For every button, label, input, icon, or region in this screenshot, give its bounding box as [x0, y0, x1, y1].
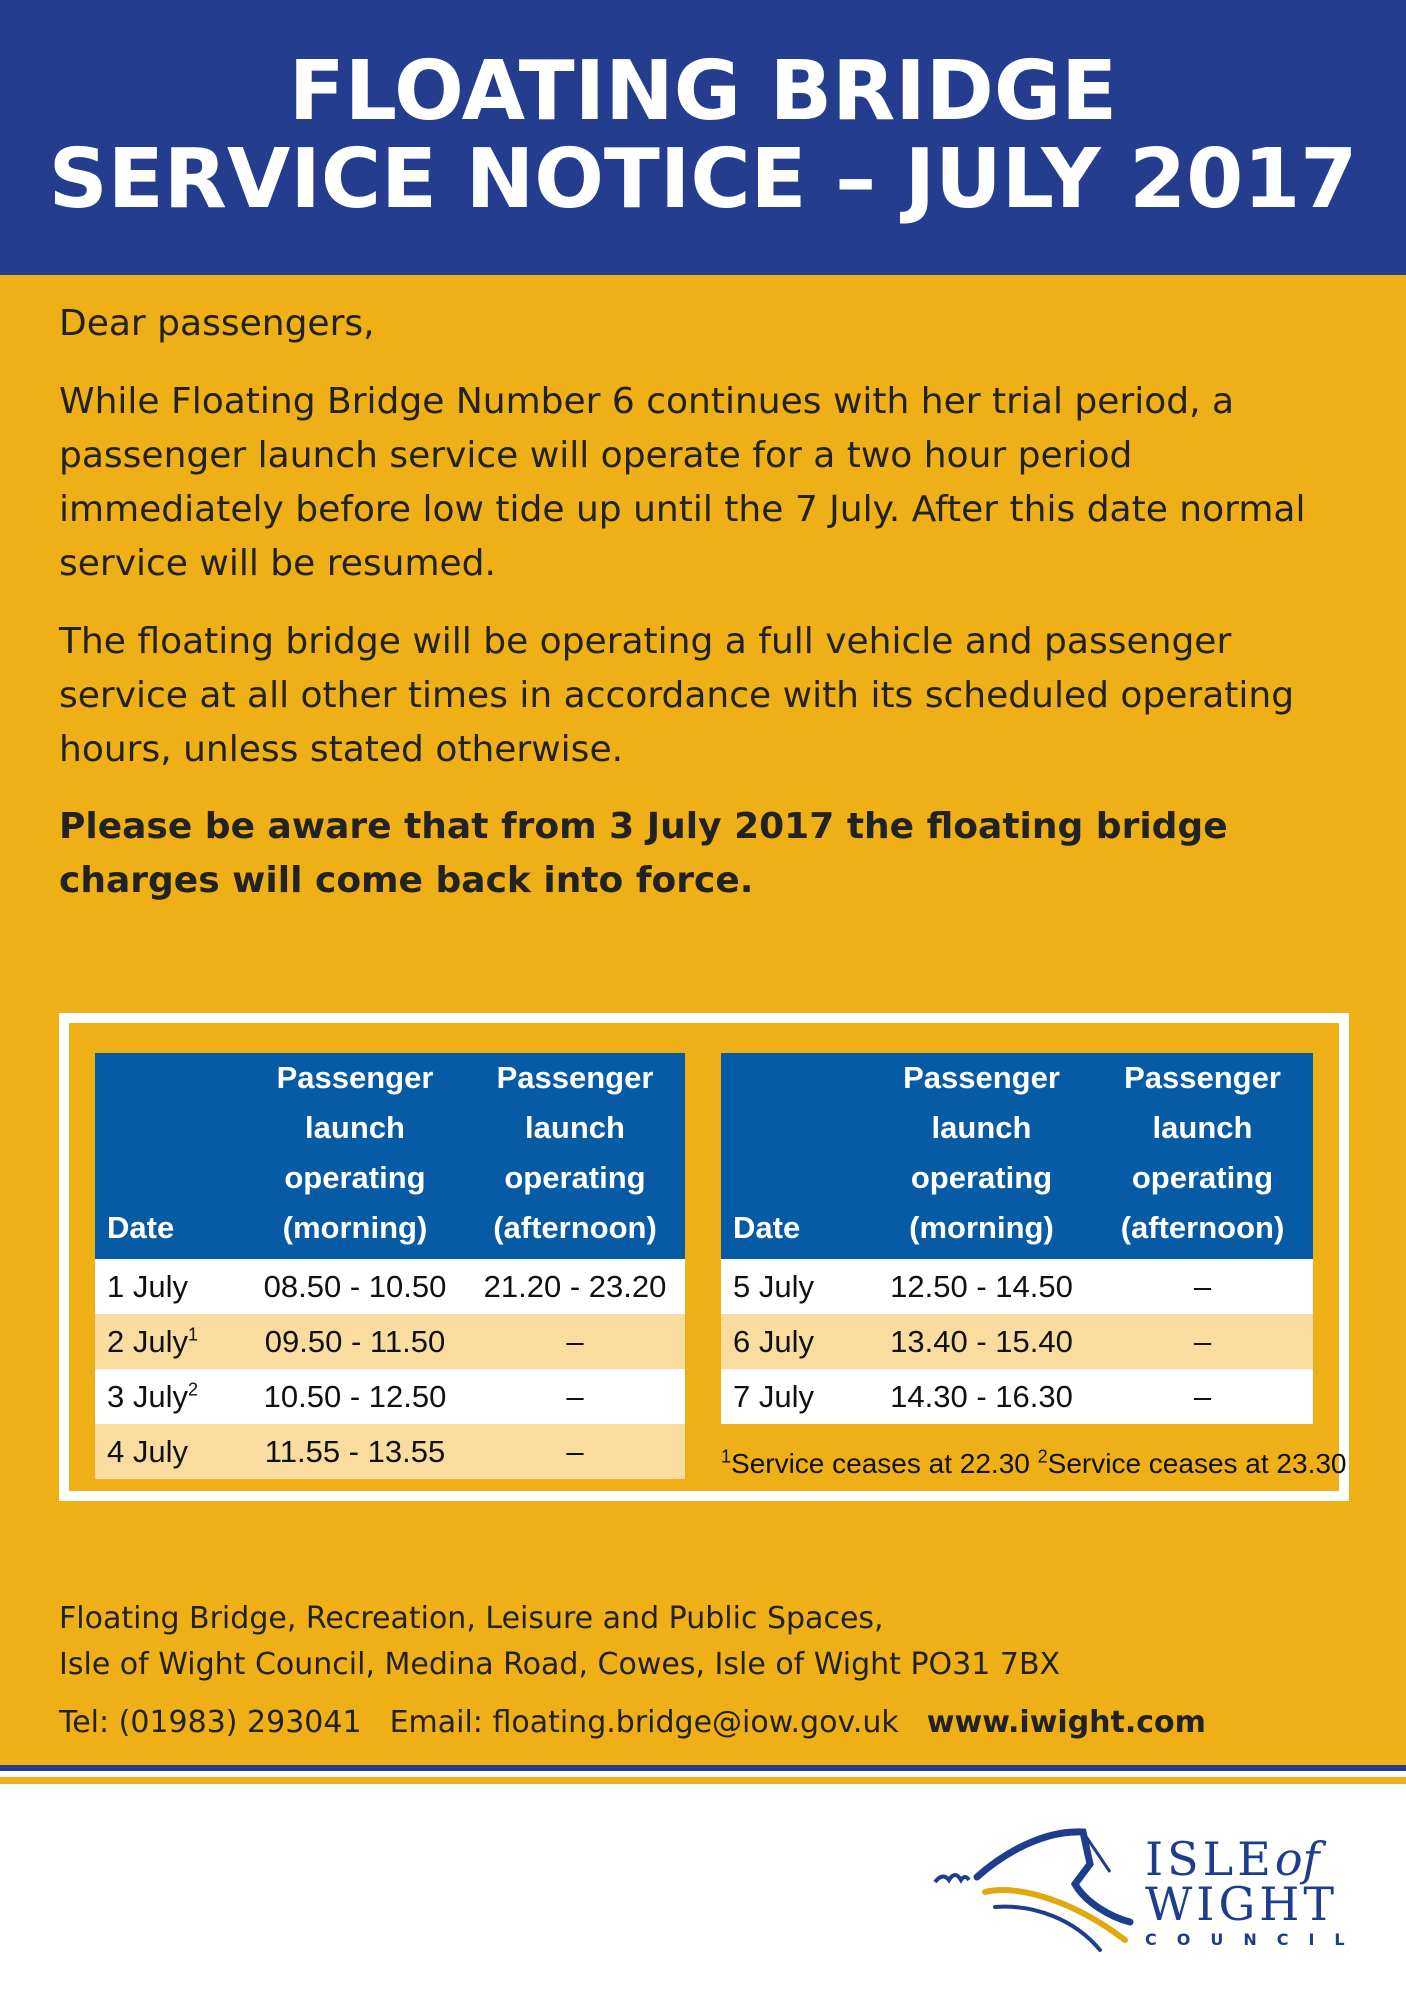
table-row: [95, 1369, 685, 1424]
row-date: 1 July: [95, 1259, 245, 1314]
row-afternoon: –: [1092, 1369, 1313, 1424]
schedule-table-right: [721, 1053, 1313, 1424]
row-morning: 14.30 - 16.30: [871, 1369, 1092, 1424]
table-row: [95, 1424, 685, 1479]
table-row: [95, 1259, 685, 1314]
row-date: 7 July: [721, 1369, 871, 1424]
row-date: 2 July$^1$: [95, 1314, 245, 1369]
row-morning: 08.50 - 10.50: [245, 1259, 465, 1314]
header-afternoon: Passenger launch operating (afternoon): [1092, 1053, 1313, 1259]
row-date: 3 July$^2$: [95, 1369, 245, 1424]
title-line-2: SERVICE NOTICE – JULY 2017: [48, 132, 1358, 227]
title-line-1: FLOATING BRIDGE: [288, 44, 1118, 139]
table-row: [721, 1259, 1313, 1314]
row-afternoon: –: [465, 1369, 685, 1424]
greeting: Dear passengers,: [59, 303, 375, 344]
row-afternoon: –: [465, 1424, 685, 1479]
row-afternoon: –: [1092, 1259, 1313, 1314]
contact-address-line2: Isle of Wight Council, Medina Road, Cowes, Isle of Wight PO31 7BX: [59, 1647, 1061, 1682]
charges-notice: Please be aware that from 3 July 2017 the floating bridge charges will come back into force.: [59, 806, 1228, 901]
schedule-panel: [59, 1013, 1349, 1501]
contact-website[interactable]: www.iwight.com: [926, 1705, 1206, 1740]
row-morning: 11.55 - 13.55: [245, 1424, 465, 1479]
footer-stripe-white-2: [0, 1784, 1406, 1790]
island-emblem-icon: [925, 1822, 1145, 1962]
header-morning: Passenger launch operating (morning): [871, 1053, 1092, 1259]
row-afternoon: –: [465, 1314, 685, 1369]
footer-stripe-yellow: [0, 1777, 1406, 1784]
contact-email[interactable]: Email: floating.bridge@iow.gov.uk: [389, 1705, 899, 1740]
table-row: [95, 1314, 685, 1369]
row-date: 6 July: [721, 1314, 871, 1369]
header-banner: [0, 0, 1406, 275]
contact-address-line1: Floating Bridge, Recreation, Leisure and Public Spaces,: [59, 1601, 884, 1636]
table-row: [721, 1314, 1313, 1369]
logo-text-isle: ISLEof: [1145, 1832, 1320, 1886]
logo-text-council: COUNCIL: [1145, 1930, 1365, 1949]
paragraph-launch-service: While Floating Bridge Number 6 continues with her trial period, a passenger launch service will operate for a two hour period immediately before low tide up until the 7 July. After this date normal service will be resumed.: [59, 381, 1306, 584]
schedule-table-left: [95, 1053, 685, 1479]
notice-body: [0, 275, 1406, 1765]
logo-text-wight: WIGHT: [1145, 1877, 1338, 1931]
header-date: Date: [95, 1053, 245, 1259]
row-morning: 09.50 - 11.50: [245, 1314, 465, 1369]
contact-tel: Tel: (01983) 293041: [59, 1705, 362, 1740]
table-row: [721, 1369, 1313, 1424]
row-morning: 10.50 - 12.50: [245, 1369, 465, 1424]
row-morning: 12.50 - 14.50: [871, 1259, 1092, 1314]
row-afternoon: –: [1092, 1314, 1313, 1369]
header-date: Date: [721, 1053, 871, 1259]
row-afternoon: 21.20 - 23.20: [465, 1259, 685, 1314]
schedule-footnotes: $^1$Service ceases at 22.30 $^2$Service ceases at 23.30: [721, 1446, 1347, 1479]
row-date: 5 July: [721, 1259, 871, 1314]
header-morning: Passenger launch operating (morning): [245, 1053, 465, 1259]
contact-details: [59, 1701, 1206, 1745]
header-afternoon: Passenger launch operating (afternoon): [465, 1053, 685, 1259]
row-morning: 13.40 - 15.40: [871, 1314, 1092, 1369]
paragraph-normal-service: The floating bridge will be operating a full vehicle and passenger service at all other times in accordance with its scheduled operating hours, unless stated otherwise.: [59, 621, 1295, 770]
isle-of-wight-council-logo: [925, 1822, 1365, 1962]
row-date: 4 July: [95, 1424, 245, 1479]
